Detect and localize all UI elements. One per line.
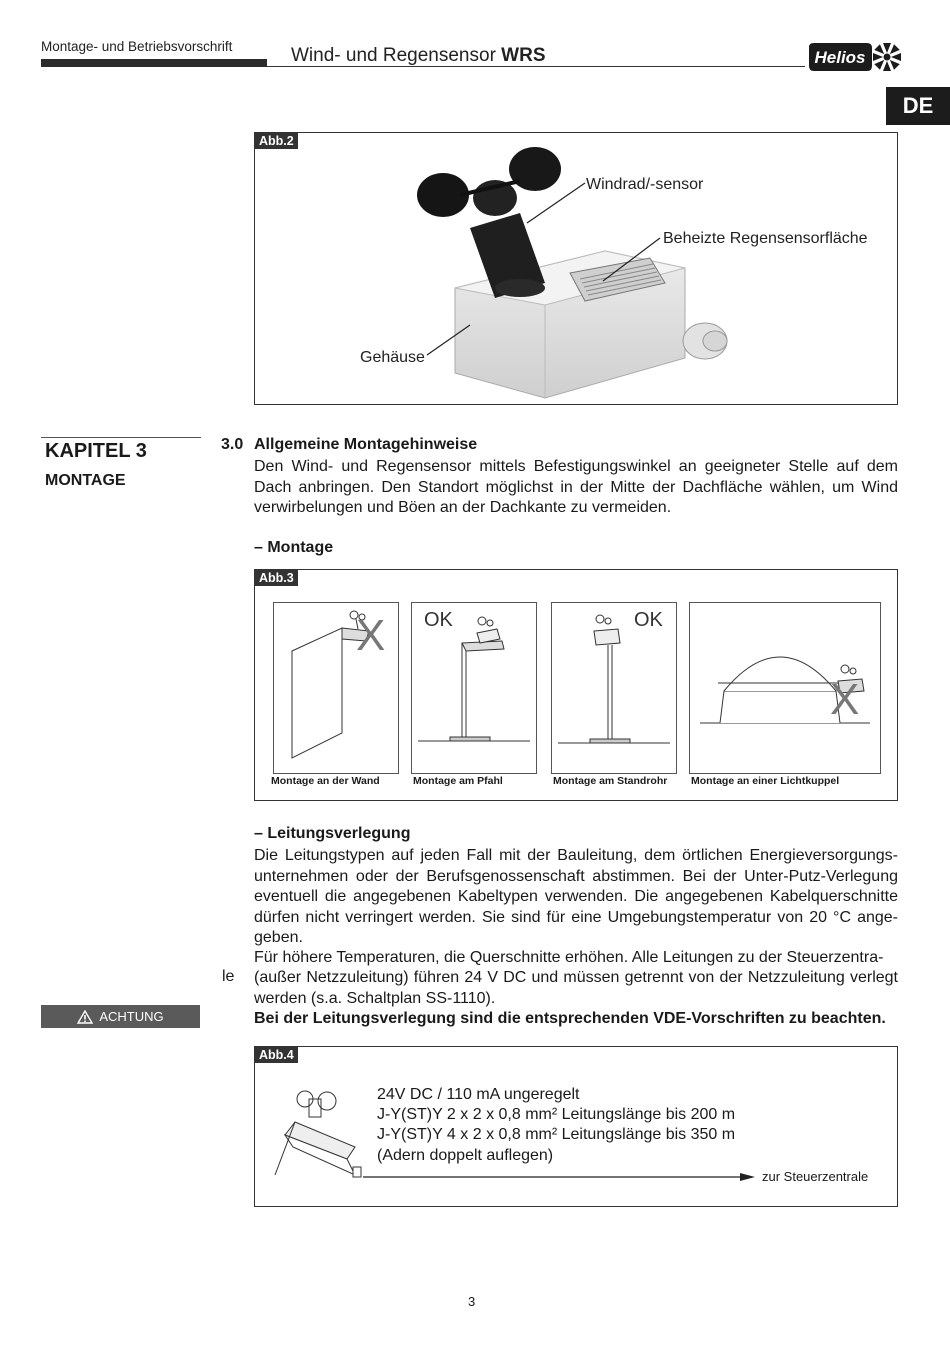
panel-pole-mark: OK <box>424 609 453 631</box>
logo-text: Helios <box>814 48 866 67</box>
wiring-para-3: (außer Netzzuleitung) führen 24 V DC und müssen getrennt von der Netzzuleitung verlegt werden (s.a. Schaltplan SS-1110). <box>254 969 898 1007</box>
label-regensensor: Beheizte Regensensorfläche <box>663 230 868 247</box>
chapter-title: KAPITEL 3 <box>45 440 147 462</box>
doc-title-bold: WRS <box>501 45 546 66</box>
warning-text: Bei der Leitungsverlegung sind die entsprechenden VDE-Vorschriften zu beachten. <box>254 1010 886 1027</box>
figure-4 <box>254 1046 898 1207</box>
figure-3-tag: Abb.3 <box>255 570 298 586</box>
page-number: 3 <box>468 1294 476 1309</box>
caption-standpipe: Montage am Standrohr <box>553 775 668 787</box>
panel-pole <box>411 602 537 774</box>
panel-standpipe <box>551 602 677 774</box>
chapter-subtitle: MONTAGE <box>45 472 126 489</box>
doc-type: Montage- und Betriebsvorschrift <box>41 39 233 54</box>
header-bar <box>41 59 267 67</box>
caption-skylight: Montage an einer Lichtkuppel <box>691 775 840 787</box>
panel-standpipe-mark: OK <box>634 609 663 631</box>
doc-title <box>291 45 546 67</box>
wiring-spec-1: 24V DC / 110 mA ungeregelt <box>377 1086 580 1103</box>
caption-pole: Montage am Pfahl <box>413 775 503 787</box>
panel-skylight <box>689 602 881 774</box>
panel-wall-mark: X <box>356 611 386 660</box>
figure-2 <box>254 132 898 405</box>
section-number: 3.0 <box>221 436 244 453</box>
chapter-rule <box>41 437 201 438</box>
wiring-spec-2: J-Y(ST)Y 2 x 2 x 0,8 mm² Leitungslänge bis 200 m <box>377 1106 736 1123</box>
wiring-para-1: Die Leitungstypen auf jeden Fall mit der Bauleitung, dem örtlichen Energieversorgungs-unternehmen oder der Berufsgenossenschaft abstimmen. Bei der Unter-Putz-Verlegung eventuell die angegebenen Kabeltypen verwenden. Die angegebenen Kabelquerschnitte dürfen nicht verringert werden. Sie sind für eine Umgebungstemperatur von 20 °C ange-geben. <box>254 847 898 946</box>
section-intro: Den Wind- und Regensensor mittels Befestigungswinkel an geeigneter Stelle auf dem Dach anbringen. Den Standort möglichst in der Mitte der Dachfläche wählen, um Wind verwirbelungen und Böen an der Dachkante zu vermeiden. <box>254 458 898 516</box>
wiring-para-2: Für höhere Temperaturen, die Querschnitte erhöhen. Alle Leitungen zu der Steuerzentra- <box>254 949 884 966</box>
figure-2-tag: Abb.2 <box>255 133 298 149</box>
section-title: Allgemeine Montagehinweise <box>254 436 478 453</box>
arrow-label: zur Steuerzentrale <box>762 1169 869 1184</box>
figure-4-tag: Abb.4 <box>255 1047 298 1063</box>
sensor-illustration <box>255 133 897 404</box>
panel-wall <box>273 602 399 774</box>
caption-wall: Montage an der Wand <box>271 775 380 787</box>
warning-label: ACHTUNG <box>99 1009 164 1024</box>
wiring-heading: – Leitungsverlegung <box>254 825 411 842</box>
montage-heading: – Montage <box>254 539 334 556</box>
warning-badge <box>41 1005 200 1028</box>
label-windrad: Windrad/-sensor <box>586 176 704 193</box>
warning-triangle-icon <box>77 1010 93 1024</box>
language-badge: DE <box>886 87 950 125</box>
label-gehaeuse: Gehäuse <box>360 349 425 366</box>
wiring-spec-4: (Adern doppelt auflegen) <box>377 1147 554 1164</box>
figure-3 <box>254 569 898 801</box>
panel-skylight-mark: X <box>830 675 860 724</box>
helios-logo <box>805 41 901 73</box>
doc-title-prefix: Wind- und Regensensor <box>291 45 496 66</box>
wiring-spec-3: J-Y(ST)Y 4 x 2 x 0,8 mm² Leitungslänge bis 350 m <box>377 1126 736 1143</box>
wiring-margin-fragment: le <box>222 968 235 985</box>
